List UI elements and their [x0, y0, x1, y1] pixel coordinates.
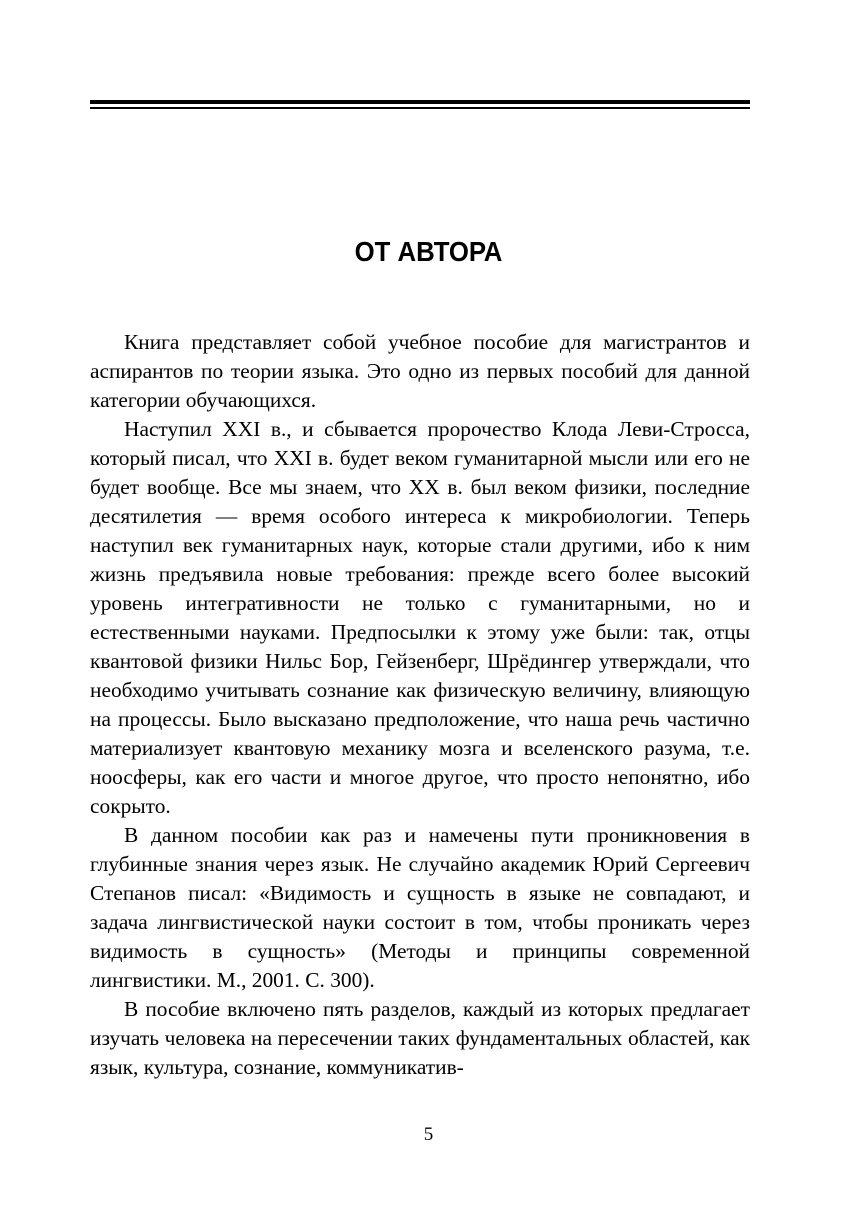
header-double-rule — [90, 100, 750, 110]
chapter-title: ОТ АВТОРА — [354, 236, 503, 267]
paragraph-1: Книга представляет собой учебное пособие для магистрантов и аспирантов по теории языка. Это одно из первых пособий для данной категории обучающихся. — [90, 330, 750, 412]
page-number: 5 — [423, 1124, 434, 1145]
header-rule-thin — [90, 107, 750, 109]
paragraph-3: В данном пособии как раз и намечены пути проникновения в глубинные знания через язык. Не случайно академик Юрий Сергеевич Степанов писал: «Видимость и сущность в языке не совпадают, и задача лингвистической науки состоит в том, чтобы проникать через видимость в сущность» (Методы и принципы современной лингвистики. М., 2001. С. 300). — [90, 823, 750, 992]
header-rule-thick — [90, 100, 750, 104]
paragraph-2: Наступил XXI в., и сбывается пророчество Клода Леви-Стросса, который писал, что XXI в. будет веком гуманитарной мысли или его не будет вообще. Все мы знаем, что XX в. был веком физики, последние десятилетия — время особого интереса к микробиологии. Теперь наступил век гуманитарных наук, которые стали другими, ибо к ним жизнь предъявила новые требования: прежде всего более высокий уровень интегративности не только с гуманитарными, но и естественными науками. Предпосылки к этому уже были: так, отцы квантовой физики Нильс Бор, Гейзенберг, Шрёдингер утверждали, что необходимо учитывать сознание как физическую величину, влияющую на процессы. Было высказано предположение, что наша речь частично материализует квантовую механику мозга и вселенского разума, т.е. ноосферы, как его части и многое другое, что просто непонятно, ибо сокрыто. — [90, 417, 750, 818]
paragraph-4: В пособие включено пять разделов, каждый из которых предлагает изучать человека на пересечении таких фундаментальных областей, как язык, культура, сознание, коммуникатив- — [90, 997, 750, 1079]
body-text — [90, 328, 750, 1082]
